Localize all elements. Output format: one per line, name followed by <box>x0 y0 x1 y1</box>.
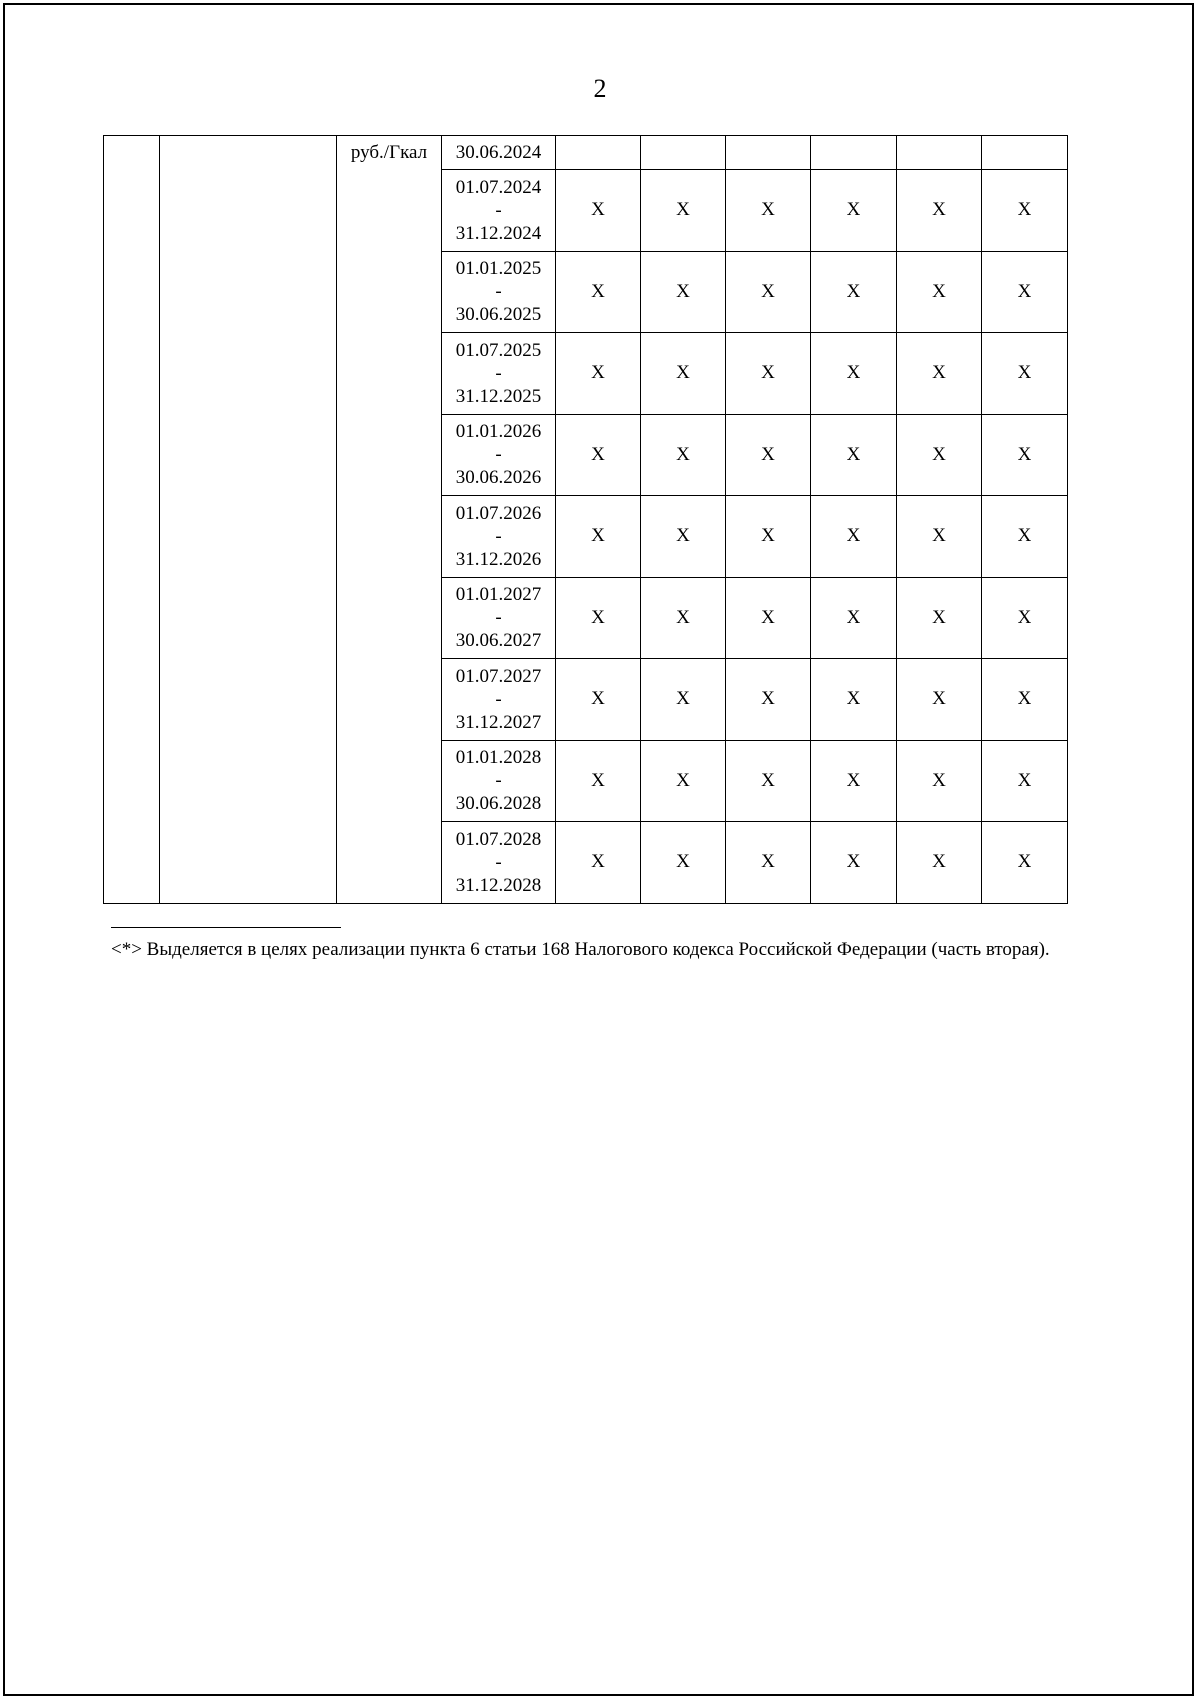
period-cell <box>442 740 556 822</box>
mark-cell: X <box>897 822 982 904</box>
mark-cell: X <box>641 170 726 252</box>
mark-cell: X <box>811 333 897 415</box>
empty-value-cell <box>811 136 897 170</box>
mark-cell: X <box>556 822 641 904</box>
mark-cell: X <box>897 577 982 659</box>
mark-cell: X <box>982 740 1068 822</box>
empty-value-cell <box>897 136 982 170</box>
period-end: 31.12.2025 <box>455 385 542 407</box>
period-cell: 30.06.2024 <box>442 136 556 170</box>
mark-cell: X <box>726 333 811 415</box>
mark-cell: X <box>897 170 982 252</box>
mark-cell: X <box>982 170 1068 252</box>
period-cell <box>442 170 556 252</box>
mark-cell: X <box>897 659 982 741</box>
mark-cell: X <box>811 822 897 904</box>
mark-cell: X <box>811 496 897 578</box>
period-start: 01.01.2025 <box>455 258 542 280</box>
mark-cell: X <box>556 740 641 822</box>
mark-cell: X <box>556 251 641 333</box>
table-row <box>104 136 1068 170</box>
period-sep: - <box>495 770 502 792</box>
period-end: 31.12.2026 <box>455 548 542 570</box>
tariff-table <box>103 135 1068 904</box>
empty-value-cell <box>556 136 641 170</box>
mark-cell: X <box>726 414 811 496</box>
mark-cell: X <box>982 822 1068 904</box>
period-sep: - <box>495 688 502 710</box>
period-sep: - <box>495 199 502 221</box>
mark-cell: X <box>556 333 641 415</box>
period-end: 31.12.2028 <box>455 874 542 896</box>
mark-cell: X <box>641 251 726 333</box>
period-cell <box>442 414 556 496</box>
period-start: 01.07.2027 <box>455 665 542 687</box>
period-sep: - <box>495 362 502 384</box>
mark-cell: X <box>982 333 1068 415</box>
period-cell <box>442 822 556 904</box>
period-cell <box>442 496 556 578</box>
period-end: 30.06.2025 <box>455 304 542 326</box>
mark-cell: X <box>811 740 897 822</box>
empty-value-cell <box>641 136 726 170</box>
mark-cell: X <box>726 822 811 904</box>
mark-cell: X <box>982 251 1068 333</box>
mark-cell: X <box>726 740 811 822</box>
mark-cell: X <box>641 414 726 496</box>
page-number: 2 <box>593 74 607 103</box>
mark-cell: X <box>726 170 811 252</box>
mark-cell: X <box>811 577 897 659</box>
period-end: 30.06.2028 <box>455 793 542 815</box>
period-start: 01.01.2027 <box>455 584 542 606</box>
mark-cell: X <box>897 414 982 496</box>
mark-cell: X <box>897 333 982 415</box>
mark-cell: X <box>556 170 641 252</box>
mark-cell: X <box>641 577 726 659</box>
mark-cell: X <box>897 251 982 333</box>
period-end: 30.06.2027 <box>455 630 542 652</box>
mark-cell: X <box>556 577 641 659</box>
period-cell <box>442 251 556 333</box>
period-end: 31.12.2027 <box>455 711 542 733</box>
mark-cell: X <box>811 251 897 333</box>
mark-cell: X <box>982 577 1068 659</box>
mark-cell: X <box>726 577 811 659</box>
period-start: 01.07.2028 <box>455 828 542 850</box>
footnote-divider <box>111 927 341 928</box>
mark-cell: X <box>556 414 641 496</box>
mark-cell: X <box>726 251 811 333</box>
mark-cell: X <box>641 822 726 904</box>
mark-cell: X <box>897 740 982 822</box>
period-start: 01.01.2026 <box>455 421 542 443</box>
empty-cell-col1 <box>104 136 160 904</box>
period-start: 01.01.2028 <box>455 747 542 769</box>
mark-cell: X <box>641 659 726 741</box>
period-sep: - <box>495 607 502 629</box>
mark-cell: X <box>556 496 641 578</box>
period-end: 31.12.2024 <box>455 222 542 244</box>
mark-cell: X <box>982 414 1068 496</box>
mark-cell: X <box>811 170 897 252</box>
mark-cell: X <box>641 333 726 415</box>
unit-cell: руб./Гкал <box>337 136 442 904</box>
mark-cell: X <box>811 414 897 496</box>
footnote: <*> Выделяется в целях реализации пункта 6 статьи 168 Налогового кодекса Российской Федерации (часть вторая). <box>111 939 1050 960</box>
period-sep: - <box>495 851 502 873</box>
mark-cell: X <box>982 659 1068 741</box>
period-sep: - <box>495 281 502 303</box>
mark-cell: X <box>726 659 811 741</box>
empty-value-cell <box>982 136 1068 170</box>
mark-cell: X <box>811 659 897 741</box>
empty-value-cell <box>726 136 811 170</box>
period-start: 01.07.2025 <box>455 339 542 361</box>
period-end: 30.06.2026 <box>455 467 542 489</box>
mark-cell: X <box>556 659 641 741</box>
mark-cell: X <box>641 740 726 822</box>
mark-cell: X <box>641 496 726 578</box>
mark-cell: X <box>726 496 811 578</box>
mark-cell: X <box>982 496 1068 578</box>
period-sep: - <box>495 525 502 547</box>
period-start: 01.07.2024 <box>455 176 542 198</box>
period-cell <box>442 577 556 659</box>
period-cell <box>442 333 556 415</box>
period-cell <box>442 659 556 741</box>
mark-cell: X <box>897 496 982 578</box>
period-sep: - <box>495 444 502 466</box>
empty-cell-col2 <box>160 136 337 904</box>
period-start: 01.07.2026 <box>455 502 542 524</box>
